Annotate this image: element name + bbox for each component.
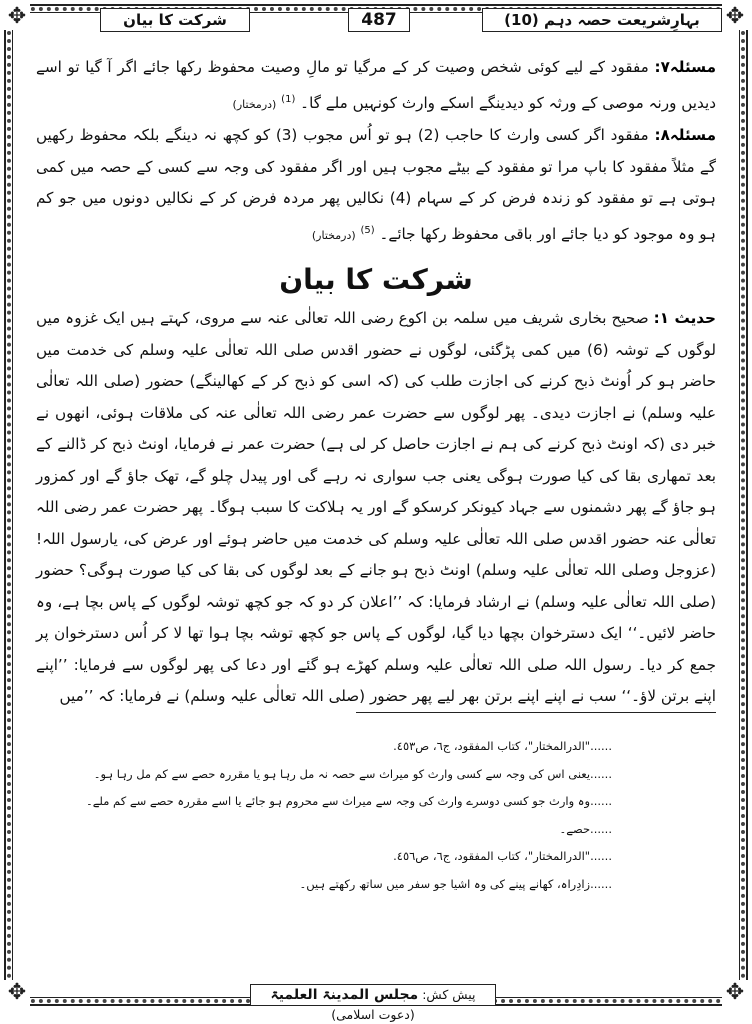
footer-suffix: (دعوت اسلامی) bbox=[331, 1007, 415, 1022]
chapter-title: شرکت کا بیان bbox=[100, 8, 250, 32]
footnote: ......یعنی اس کی وجہ سے کسی وارث کو میراث سے حصہ نہ مل رہا ہو یا مقررہ حصے سے کم مل رہا ہو۔ bbox=[93, 766, 612, 781]
masala-label: مسئلہ۸: bbox=[654, 126, 716, 145]
text-line: مفقود کے لیے کوئی شخص وصیت کر کے مرگیا تو مالِ وصیت محفوظ رکھا جائے اگر آ گیا تو اسے دیدیں ورنہ bbox=[36, 58, 716, 112]
source-citation: (درمختار) bbox=[311, 228, 356, 242]
footnote: ......"الدرالمختار"، کتاب المفقود، ج٦، ص٤٥٣. bbox=[393, 739, 612, 753]
main-content bbox=[36, 52, 716, 713]
footnote-ref: (5) bbox=[360, 224, 375, 236]
text-line: توشہ (6) میں کمی پڑگئی، لوگوں نے حضور اقدس صلی اللہ تعالٰی علیہ وسلم کی خدمت میں حاضر ہو کر اُونٹ ذبح کرنے کی اجازت طلب کی bbox=[36, 340, 716, 391]
masala-8 bbox=[36, 120, 716, 251]
footer-prefix: پیش کش: bbox=[422, 987, 476, 1002]
text-line: پھر لوگوں سے فرمایا: ’’اپنے اپنے برتن لاؤ۔‘‘ سب نے اپنے اپنے برتن بھر لیے پھر حضور (صلی اللہ تعالٰی علیہ وسلم) نے فرمایا: کہ ’’میں bbox=[36, 655, 716, 706]
footnotes bbox=[85, 733, 612, 899]
footnote: ......زادِراہ، کھانے پینے کی وہ اشیا جو سفر میں ساتھ رکھتے ہیں۔ bbox=[299, 876, 612, 891]
text-line: صحیح بخاری شریف میں سلمہ بن اکوع رضی اللہ تعالٰی عنہ سے مروی، کہتے ہیں ایک غزوہ میں لوگوں کے bbox=[36, 309, 717, 359]
text-line: ہوئی، انھوں نے خبر دی (کہ اونٹ ذبح کرنے کی ہم نے اجازت حاصل کر لی ہے) حضرت عمر نے فرمایا، اونٹ ذبح کر ڈالنے bbox=[36, 403, 716, 454]
footnote: ......"الدرالمختار"، کتاب المفقود، ج٦، ص٤٥٦. bbox=[393, 849, 612, 864]
text-line: موصی کے ورثہ کو دیدینگے اسکے وارث کونہیں ملے گا۔ bbox=[300, 93, 644, 112]
footnote-divider bbox=[356, 712, 716, 713]
corner-ornament-icon: ✥ bbox=[722, 980, 748, 1006]
footnote: ......وہ وارث جو کسی دوسرے وارث کی وجہ سے میراث سے محروم ہو جائے یا اسے مقررہ حصے سے کم ملے۔ bbox=[85, 794, 612, 809]
corner-ornament-icon: ✥ bbox=[4, 4, 30, 30]
text-line: (صلی اللہ تعالٰی علیہ وسلم) نے ارشاد فرمایا: کہ ’’اعلان کر دو کہ جو کچھ توشہ لوگوں کے پاس بچا ہے، وہ حاضر لائیں۔‘‘ ایک دسترخوان بچھا bbox=[36, 592, 716, 643]
corner-ornament-icon: ✥ bbox=[722, 4, 748, 30]
masala-7 bbox=[36, 52, 716, 120]
page-number: 487 bbox=[348, 8, 410, 32]
text-line: کے بعد تمھاری بقا کی کیا صورت ہوگی یعنی جب سواری نہ رہے گی اور پیدل چلو گے، تھک جاؤ گے اور کمزور ہو جاؤ گے پھر دشمنوں bbox=[36, 435, 717, 517]
page-footer bbox=[250, 984, 496, 1022]
text-line: دیا گیا، لوگوں کے پاس جو کچھ توشہ بچا ہوا تھا لا کر اُس دسترخوان پر جمع کر دیا۔ رسول اللہ صلی اللہ تعالٰی علیہ وسلم کھڑے ہو گئے اور دعا کی bbox=[36, 624, 717, 674]
publisher-name: مجلس المدینۃ العلمیۃ bbox=[270, 987, 419, 1003]
text-line: (کہ اسی کو ذبح کر کے کھالینگے) حضور (صلی اللہ تعالٰی علیہ وسلم) نے اجازت دیدی۔ پھر لوگوں سے حضرت عمر رضی اللہ تعالٰی عنہ کی ملاقات bbox=[36, 372, 717, 422]
page-header bbox=[30, 8, 722, 34]
footnote-ref: (1) bbox=[281, 93, 296, 105]
source-citation: (درمختار) bbox=[232, 97, 277, 111]
text-line: پھر مردہ فرض کر کے نکالیں دونوں میں جو کم ہو وہ موجود کو دیا جائے اور باقی محفوظ رکھا جائے۔ bbox=[36, 189, 716, 243]
section-title: شرکت کا بیان bbox=[279, 263, 473, 297]
hadith-1 bbox=[36, 303, 716, 713]
masala-label: مسئلہ۷: bbox=[654, 58, 717, 76]
footnote: ......حصے۔ bbox=[559, 821, 612, 836]
hadith-label: حدیث ۱: bbox=[653, 309, 717, 328]
corner-ornament-icon: ✥ bbox=[4, 980, 30, 1006]
book-title: بہارِشریعت حصہ دہم (10) bbox=[482, 8, 722, 32]
text-line: سے جہاد کیونکر کرسکو گے اور یہ ہلاکت کا سبب ہوگا۔ پھر حضرت عمر رضی اللہ تعالٰی عنہ حضور اقدس صلی اللہ تعالٰی علیہ وسلم کی خدمت میں حاضر bbox=[36, 498, 716, 548]
text-line: مرا تو مفقود کے بیٹے مجوب ہیں اور اگر مفقود کی وجہ سے کسی کے حصہ میں کمی ہوتی ہے تو مفقود کو زندہ فرض کر کے سہام (4) نکالیں bbox=[36, 157, 716, 208]
text-line: مفقود اگر کسی وارث کا حاجب (2) ہو تو اُس مجوب (3) کو کچھ نہ دینگے بلکہ محفوظ رکھیں گے مثلاً مفقود کا باپ bbox=[36, 126, 717, 176]
text-line: ہوئے اور عرض کی، یارسول اللہ! (عزوجل وصلی اللہ تعالٰی علیہ وسلم) اونٹ ذبح ہو جانے کے بعد لوگوں کی بقا کی کیا صورت ہوگی؟ حضور bbox=[36, 529, 716, 580]
